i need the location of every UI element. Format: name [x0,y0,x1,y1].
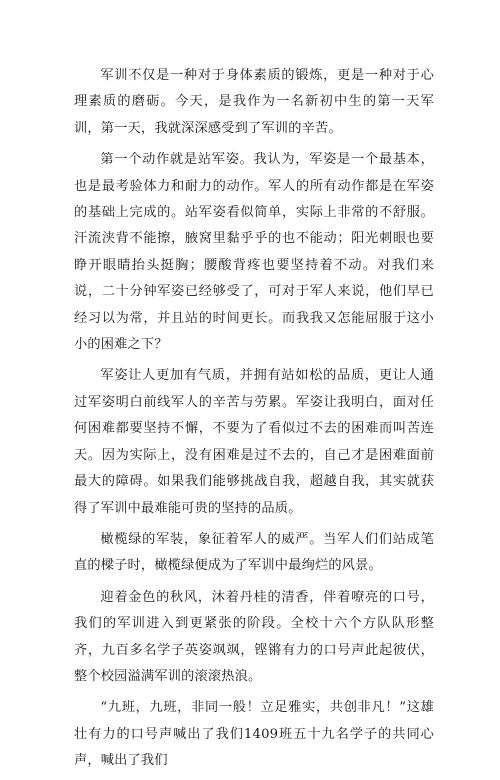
paragraph-olive-uniform: 橄榄绿的军装，象征着军人的威严。当军人们们站成笔直的樑子时，橄榄绿便成为了军训中最绚烂的风景。 [74,531,434,574]
paragraph-autumn-training: 迎着金色的秋风，沐着丹桂的清香，伴着嘹亮的口号，我们的军训进入到更紧张的阶段。全校十六个方队队形整齐，九百多名学子英姿飒飒，铿锵有力的口号声此起彼伏，整个校园溢满军训的滚滚热浪。 [74,589,434,684]
paragraph-intro: 军训不仅是一种对于身体素质的锻炼，更是一种对于心理素质的磨砺。今天，是我作为一名新初中生的第一天军训，第一天，我就深深感受到了军训的辛苦。 [74,68,434,136]
paragraph-standing-posture: 第一个动作就是站军姿。我认为，军姿是一个最基本，也是最考验体力和耐力的动作。军人的所有动作都是在军姿的基础上完成的。站军姿看似简单，实际上非常的不舒服。汗流浃背不能擦，腋窝里黏乎乎的也不能动；阳光刺眼也要睁开眼睛抬头挺胸；腰酸背疼也要坚持着不动。对我们来说，二十分钟军姿已经够受了，可对于军人来说，他们早已经习以为常，并且站的时间更长。而我我又怎能屈服于这小小的困难之下？ [74,152,434,353]
document-page [74,63,434,780]
paragraph-posture-reflection: 军姿让人更加有气质，并拥有站如松的品质，更让人通过军姿明白前线军人的辛苦与劳累。军姿让我明白，面对任何困难都要坚持不懈，不要为了看似过不去的困难而叫苦连天。因为实际上，没有困难是过不去的，自己才是困难面前最大的障碍。如果我们能够挑战自我，超越自我，其实就获得了军训中最难能可贵的坚持的品质。 [74,368,434,516]
paragraph-class-slogan: “九班，九班，非同一般！立足雅实，共创非凡！”这雄壮有力的口号声喊出了我们1409班五十九名学子的共同心声，喊出了我们 [74,700,434,769]
